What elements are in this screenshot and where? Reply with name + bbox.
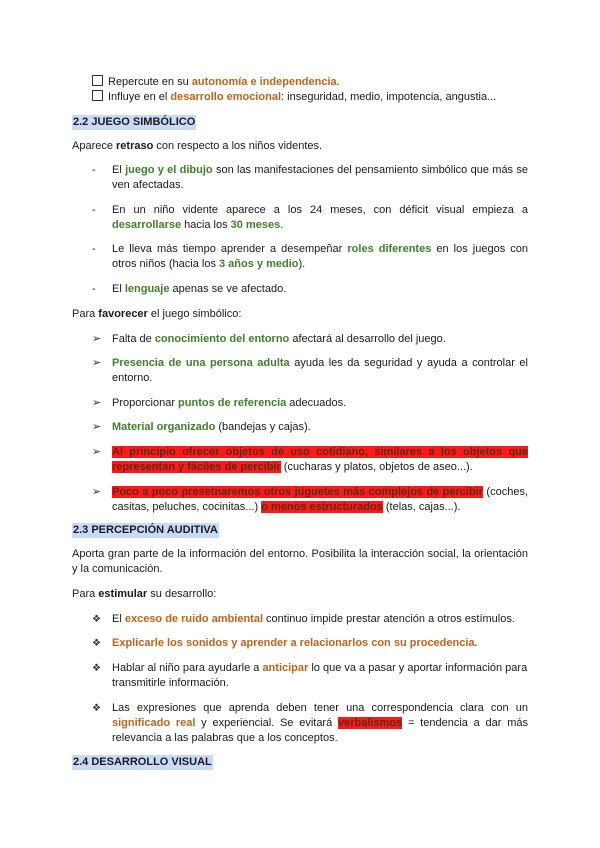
text: (bandejas y cajas). xyxy=(215,421,311,433)
text: apenas se ve afectado. xyxy=(169,283,287,295)
arrow-item-principio xyxy=(92,445,528,475)
text: afectará al desarrollo del juego. xyxy=(289,333,446,345)
text: adecuados. xyxy=(286,397,347,409)
highlighted-text: verbalismos xyxy=(338,717,403,729)
highlighted-text: Poco a poco presetnaremos otros juguetes más complejos de percibir xyxy=(112,486,484,498)
text: hacia los xyxy=(181,219,231,231)
highlighted-text: Al principio ofrecer objetos de uso cotidiano, similares a los objetos que representan y fáciles de percibir xyxy=(112,446,528,473)
emphasis-green: juego y el dibujo xyxy=(125,164,213,176)
arrow-bullet-icon: ➢ xyxy=(92,333,102,345)
text: en los juegos con otros niños (hacia los xyxy=(112,243,529,270)
diamond-bullet-icon: ❖ xyxy=(92,638,101,649)
text: lo que va a pasar y aportar información para transmitirle información. xyxy=(112,662,528,689)
arrow-item-material xyxy=(92,420,528,435)
text: Falta de xyxy=(112,333,155,345)
bold-text: estimular xyxy=(98,588,148,600)
text: = tendencia a dar más relevancia a las palabras que a los conceptos. xyxy=(112,717,528,744)
text: Hablar al niño para ayudarle a xyxy=(112,662,263,674)
emphasis-green: puntos de referencia xyxy=(178,397,287,409)
text: su desarrollo: xyxy=(147,588,217,600)
emphasis-orange: autonomía e independencia xyxy=(191,76,337,88)
emphasis-orange: anticipar xyxy=(262,662,309,674)
text: (coches, casitas, peluches, cocinitas...) xyxy=(112,486,528,513)
checkbox-icon xyxy=(92,75,103,86)
text: son las manifestaciones del pensamiento simbólico que más se ven afectadas. xyxy=(112,164,528,191)
arrow-item-entorno xyxy=(92,332,528,347)
text: Aparece xyxy=(72,140,117,152)
text: ayuda les da seguridad y ayuda a controlar el entorno. xyxy=(112,357,528,384)
bold-text: favorecer xyxy=(98,308,148,320)
paragraph-retraso xyxy=(72,139,528,154)
dash-item-24-meses xyxy=(92,203,528,233)
text: . xyxy=(336,76,340,88)
text: Proporcionar xyxy=(112,397,179,409)
text: Las expresiones que aprenda deben tener una correspondencia clara con un xyxy=(112,702,528,714)
section-heading-2-2: 2.2 JUEGO SIMBÓLICO xyxy=(73,116,196,128)
emphasis-green: Presencia de una persona adulta xyxy=(112,357,290,369)
dash-marker: - xyxy=(92,283,96,295)
section-heading-2-3: 2.3 PERCEPCIÓN AUDITIVA xyxy=(73,524,218,536)
arrow-item-adulta xyxy=(92,356,528,386)
dash-item-lenguaje xyxy=(92,282,528,297)
text: (cucharas y platos, objetos de aseo...). xyxy=(280,461,473,473)
emphasis-orange: Explicarle los sonidos y aprender a relacionarlos con su procedencia. xyxy=(112,637,478,649)
text: con respecto a los niños videntes. xyxy=(153,140,323,152)
arrow-item-referencia xyxy=(92,396,528,411)
dash-item-roles xyxy=(92,242,528,272)
text: el juego simbólico: xyxy=(147,308,242,320)
diamond-item-anticipar xyxy=(92,661,528,691)
highlighted-text: o menos estructurados xyxy=(261,501,383,513)
arrow-bullet-icon: ➢ xyxy=(92,446,102,458)
arrow-bullet-icon: ➢ xyxy=(92,357,102,369)
paragraph-aporta: Aporta gran parte de la información del entorno. Posibilita la interacción social, la orientación y la comunicación. xyxy=(72,548,528,575)
text: Para xyxy=(72,308,99,320)
text: Para xyxy=(72,588,99,600)
emphasis-green: roles diferentes xyxy=(347,243,432,255)
check-item-autonomy xyxy=(92,75,532,90)
emphasis-green: desarrollarse xyxy=(112,219,182,231)
arrow-bullet-icon: ➢ xyxy=(92,397,102,409)
bold-text: retraso xyxy=(116,140,154,152)
checkbox-icon xyxy=(92,90,103,101)
diamond-item-ruido xyxy=(92,612,528,627)
text: y experiencial. Se evitará xyxy=(195,717,338,729)
emphasis-orange: significado real xyxy=(112,717,196,729)
diamond-item-expresiones xyxy=(92,701,528,746)
arrow-bullet-icon: ➢ xyxy=(92,486,102,498)
text: El xyxy=(112,283,125,295)
check-item-emotional xyxy=(92,90,532,105)
emphasis-orange: exceso de ruido ambiental xyxy=(124,613,263,625)
text: El xyxy=(112,164,126,176)
arrow-bullet-icon: ➢ xyxy=(92,421,102,433)
paragraph-favorecer xyxy=(72,307,528,322)
arrow-item-poco-a-poco xyxy=(92,485,528,515)
dash-item-juego-dibujo xyxy=(92,163,528,193)
diamond-bullet-icon: ❖ xyxy=(92,614,101,625)
text: Influye en el xyxy=(108,91,171,103)
section-heading-2-4: 2.4 DESARROLLO VISUAL xyxy=(73,756,212,768)
text: ). xyxy=(298,258,306,270)
emphasis-green: 30 meses xyxy=(230,219,281,231)
paragraph-estimular xyxy=(72,587,528,602)
emphasis-green: Material organizado xyxy=(112,421,216,433)
dash-marker: - xyxy=(92,204,96,216)
emphasis-green: conocimiento del entorno xyxy=(154,333,290,345)
emphasis-green: lenguaje xyxy=(124,283,170,295)
text: Le lleva más tiempo aprender a desempeñar xyxy=(112,243,348,255)
text: continuo impide prestar atención a otros estímulos. xyxy=(263,613,515,625)
diamond-bullet-icon: ❖ xyxy=(92,703,101,714)
emphasis-orange: desarrollo emocional xyxy=(170,91,282,103)
dash-marker: - xyxy=(92,243,96,255)
text: En un niño vidente aparece a los 24 meses, con déficit visual empieza a xyxy=(112,204,528,216)
diamond-item-sonidos xyxy=(92,636,528,651)
text: (telas, cajas...). xyxy=(382,501,461,513)
dash-marker: - xyxy=(92,164,96,176)
diamond-bullet-icon: ❖ xyxy=(92,663,101,674)
text: Repercute en su xyxy=(108,76,192,88)
text: El xyxy=(112,613,125,625)
text: : inseguridad, medio, impotencia, angustia... xyxy=(281,91,497,103)
text: . xyxy=(280,219,284,231)
emphasis-green: 3 años y medio xyxy=(219,258,299,270)
